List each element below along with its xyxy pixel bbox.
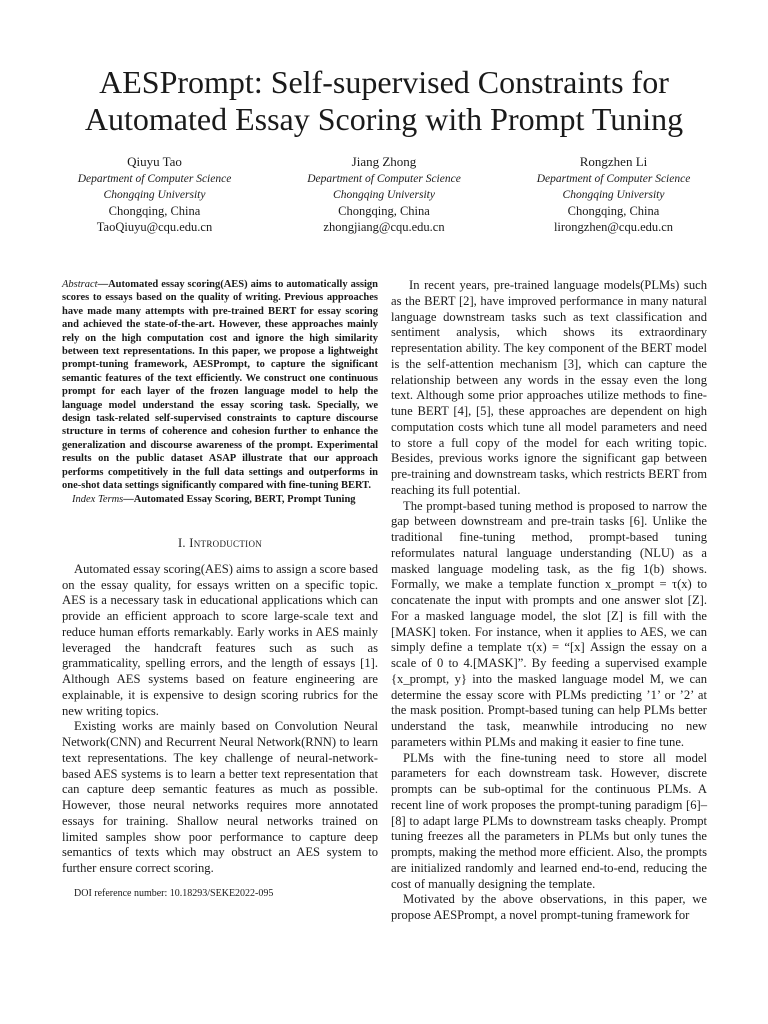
author-city: Chongqing, China	[567, 204, 660, 218]
author-city: Chongqing, China	[108, 204, 201, 218]
intro-paragraph-6: Motivated by the above observations, in this paper, we propose AESPrompt, a novel prompt-tuning framework for	[391, 892, 707, 922]
intro-paragraph-1: Automated essay scoring(AES) aims to assign a score based on the essay quality, for essays written on a specific topic. AES is a necessary task in educational applications which can provide an efficient approach to score large-scale text and reduce human efforts remarkably. Early works in AES mainly leveraged the handcraft features such as such as grammaticality, spelling errors, and the length of essays [1]. Although AES systems based on feature engineering are explainable, it is expensive to design scoring rubrics for the new writing topics.	[62, 561, 378, 718]
author-3	[499, 154, 728, 235]
index-terms-text: —Automated Essay Scoring, BERT, Prompt Tuning	[123, 493, 356, 505]
author-univ: Chongqing University	[562, 189, 665, 201]
author-2	[270, 154, 499, 235]
paper-title	[40, 64, 728, 138]
index-terms-label: Index Terms	[72, 493, 124, 505]
author-email[interactable]: TaoQiuyu@cqu.edu.cn	[96, 220, 213, 234]
abstract-text: —Automated essay scoring(AES) aims to automatically assign scores to essays based on the quality of writing. Previous approaches have made many attempts with pre-trained BERT for essay scoring and achieved the state-of-the-art. However, these approaches mainly rely on the high computation cost and ignore the high similarity between text representations. In this paper, we propose a lightweight prompt-tuning framework, AESPrompt, to capture the significant semantic features of the text efficiently. We construct one continuous prompt for each layer of the frozen language model to help the language model understand the essay scoring task. Specially, we design task-related self-supervised constraints to capture discourse structure in terms of coherence and cohesion further to enhance the generalization and discourse awareness of the prompt. Experimental results on the public dataset ASAP illustrate that our approach performs competitively in the full data settings and outperforms in one-shot data settings significantly compared with fine-tuning BERT.	[62, 279, 378, 492]
left-column	[62, 278, 378, 877]
right-column	[391, 278, 707, 924]
author-name: Rongzhen Li	[579, 154, 648, 169]
intro-paragraph-2: Existing works are mainly based on Convolution Neural Network(CNN) and Recurrent Neural Network(RNN) to learn text representations. The key challenge of neural-network-based AES systems is to learn a better text representation that can capture deep semantic features as much as possible. However, those neural networks requires more annotated essays for training. Shallow neural networks trained on limited samples show poor performance to capture deep semantics of texts which may obstruct an AES system to further ensure correct scoring.	[62, 719, 378, 876]
author-email[interactable]: lirongzhen@cqu.edu.cn	[553, 220, 674, 234]
doi-footnote: DOI reference number: 10.18293/SEKE2022-095	[74, 888, 274, 899]
intro-paragraph-5: PLMs with the fine-tuning need to store all model parameters for each downstream task. However, discrete prompts can be sub-optimal for the continuous PLMs. A recent line of work proposes the prompt-tuning paradigm [6]–[8] to adapt large PLMs to downstream tasks cheaply. Prompt tuning freezes all the parameters in PLMs but only tunes the prompts, making the method more efficient. Also, the prompts are initialized randomly and learned end-to-end, reducing the cost of manually designing the template.	[391, 750, 707, 891]
author-name: Qiuyu Tao	[127, 154, 182, 169]
author-univ: Chongqing University	[103, 189, 206, 201]
author-univ: Chongqing University	[333, 189, 435, 201]
abstract-label: Abstract	[62, 279, 98, 290]
author-dept: Department of Computer Science	[77, 173, 232, 185]
section-title: Introduction	[189, 535, 263, 550]
author-dept: Department of Computer Science	[536, 173, 691, 185]
abstract	[62, 278, 378, 493]
author-email[interactable]: zhongjiang@cqu.edu.cn	[323, 220, 445, 234]
author-block	[40, 154, 728, 235]
author-1	[40, 154, 269, 235]
section-heading	[62, 536, 378, 551]
author-dept: Department of Computer Science	[307, 173, 461, 185]
author-name: Jiang Zhong	[351, 154, 417, 169]
author-city: Chongqing, China	[338, 204, 430, 218]
intro-paragraph-4: The prompt-based tuning method is proposed to narrow the gap between downstream and pre-train tasks [6]. Unlike the traditional fine-tuning method, prompt-based tuning reformulates natural language understanding (NLU) as a masked language modeling task, as the fig 1(b) shows. Formally, we make a template function x_prompt = τ(x) to concatenate the input with prompts and one answer slot [Z]. For a masked language model, the slot [Z] is fill with the [MASK] token. For instance, when it applies to AES, we can simply define a template τ(x) = “[x] Assign the essay on a scale of 0 to 4.[MASK]”. By feeding a supervised example {x_prompt, y} into the masked language model M, we can determine the essay score with PLMs predicting ’1’ or ’2’ at the mask position. Prompt-based tuning can help PLMs better understand the task, meanwhile introducing no new parameters within PLMs and making it easier to fine tune.	[391, 498, 707, 749]
intro-paragraph-3: In recent years, pre-trained language models(PLMs) such as the BERT [2], have improved performance in many natural language downstream tasks such as text classification and sentiment analysis, which shows its extraordinary representation ability. The key component of the BERT model is the self-attention mechanism [3], which can capture the relationship between any words in the essay even the long text. Although some prior approaches utilize methods to fine-tune BERT [4], [5], these approaches are dependent on high computation costs which tune all model parameters and need to store a full copy of the model for each writing topic. Besides, previous works ignore the significant gap between pre-training and downstream tasks, which restricts BERT from reaching its full potential.	[391, 278, 707, 497]
title-line-2: Automated Essay Scoring with Prompt Tuning	[84, 101, 684, 137]
index-terms	[62, 493, 378, 506]
title-line-1: AESPrompt: Self-supervised Constraints for	[99, 64, 669, 100]
section-number: I.	[177, 535, 186, 550]
